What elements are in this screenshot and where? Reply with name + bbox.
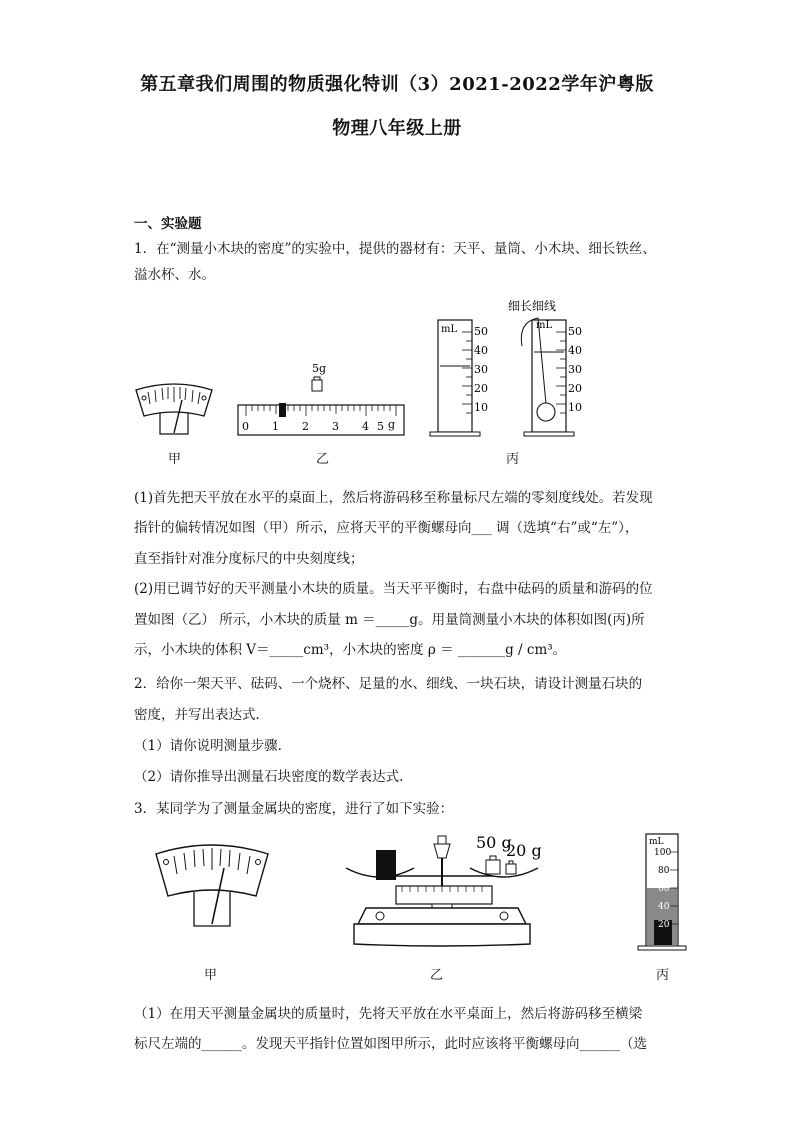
q1-caption-b: 乙	[316, 452, 330, 467]
q1-cyl-a-tick: 30	[474, 363, 488, 376]
q1-dial-figure	[132, 380, 216, 440]
q3-cyl-tick: 20	[658, 920, 670, 930]
q1-cyl-b-tick: 20	[568, 382, 582, 395]
q3-intro: 3．某同学为了测量金属块的密度，进行了如下实验：	[134, 801, 454, 817]
q1-part2-line1: (2)用已调节好的天平测量小木块的质量。当天平平衡时，右盘中砝码的质量和游码的位	[134, 581, 653, 597]
q1-cyl-b-tick: 30	[568, 363, 582, 376]
q1-ruler-tick: 4	[362, 420, 369, 433]
q1-weight-label: 5g	[312, 362, 327, 375]
section-heading: 一、实验题	[134, 216, 202, 232]
q3-cyl-tick: 100	[654, 848, 672, 858]
q3-part1-line2: 标尺左端的______。发现天平指针位置如图甲所示，此时应该将平衡螺母向______（选	[134, 1036, 647, 1052]
doc-title-line2: 物理八年级上册	[332, 118, 462, 139]
q1-cyl-b-tick: 50	[568, 325, 582, 338]
q1-intro-line1: 1．在“测量小木块的密度”的实验中，提供的器材有：天平、量筒、小木块、细长铁丝、	[134, 241, 656, 257]
q3-part1-line1: （1）在用天平测量金属块的质量时，先将天平放在水平桌面上，然后将游码移至横梁	[134, 1006, 643, 1022]
q2-step2: （2）请你推导出测量石块密度的数学表达式.	[134, 769, 404, 785]
q3-caption-c: 丙	[656, 968, 670, 983]
q1-ruler-tick: 5	[377, 420, 384, 433]
q3-cyl-unit: mL	[649, 837, 664, 847]
q1-ruler-figure	[236, 358, 408, 438]
q1-intro-line2: 溢水杯、水。	[134, 267, 215, 283]
q3-caption-b: 乙	[430, 968, 444, 983]
q3-metal-block	[376, 850, 396, 880]
q1-cyl-a-tick: 10	[474, 401, 488, 414]
q1-ruler-tick: 2	[302, 420, 309, 433]
q3-weight-50: 50 g	[476, 833, 512, 852]
q2-intro-line1: 2．给你一架天平、砝码、一个烧杯、足量的水、细线、一块石块，请设计测量石块的	[134, 676, 643, 692]
q1-part1-line1: (1)首先把天平放在水平的桌面上，然后将游码移至称量标尺左端的零刻度线处。若发现	[134, 490, 653, 506]
q1-ruler-tick: 0	[242, 420, 249, 433]
q1-cyl-a-tick: 20	[474, 382, 488, 395]
q1-caption-a: 甲	[168, 452, 182, 467]
q1-cyl-a-unit: mL	[441, 324, 458, 335]
q3-weight-20: 20 g	[506, 841, 542, 860]
q1-part2-line3: 示，小木块的体积 V＝_____cm³，小木块的密度 ρ ＝ _______g / cm³。	[134, 642, 567, 658]
q1-cyl-b-tick: 10	[568, 401, 582, 414]
q1-cyl-b-unit: mL	[536, 320, 553, 331]
q2-intro-line2: 密度，并写出表达式.	[134, 707, 260, 723]
q3-cyl-tick: 80	[658, 866, 670, 876]
q3-caption-a: 甲	[204, 968, 218, 983]
q1-thread-label: 细长细线	[508, 299, 557, 313]
q1-ruler-tick: 1	[272, 420, 279, 433]
q1-cyl-a-tick: 40	[474, 344, 488, 357]
q3-cylinder-figure	[632, 828, 690, 956]
doc-title-line1: 第五章我们周围的物质强化特训（3）2021-2022学年沪粤版	[140, 74, 654, 95]
q3-dial-figure	[152, 838, 272, 930]
q1-cyl-b-tick: 40	[568, 344, 582, 357]
q1-cyl-a-tick: 50	[474, 325, 488, 338]
q1-cylinders-figure	[426, 296, 596, 442]
q1-caption-c: 丙	[506, 452, 520, 467]
q1-ruler-unit: g	[388, 418, 396, 431]
q2-step1: （1）请你说明测量步骤.	[134, 738, 282, 754]
q3-cyl-tick: 40	[658, 902, 670, 912]
q3-balance-figure	[340, 828, 550, 950]
q1-ruler-tick: 3	[332, 420, 339, 433]
q1-part2-line2: 置如图（乙） 所示，小木块的质量 m ＝_____g。用量筒测量小木块的体积如图(丙)所	[134, 612, 645, 628]
q3-cyl-tick: 60	[658, 884, 670, 894]
q1-rider	[279, 403, 286, 417]
q1-part1-line2: 指针的偏转情况如图（甲）所示，应将天平的平衡螺母向___ 调（选填“右”或“左”），	[134, 520, 639, 536]
q1-part1-line3: 直至指针对准分度标尺的中央刻度线；	[134, 551, 364, 567]
